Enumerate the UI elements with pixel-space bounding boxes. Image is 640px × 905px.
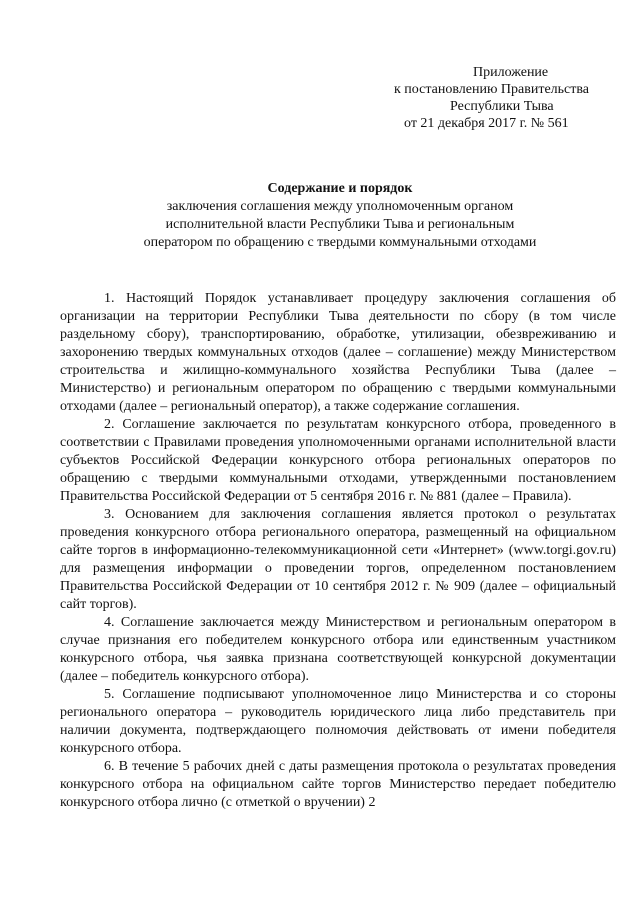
title-line-2: исполнительной власти Республики Тыва и региональным bbox=[165, 217, 515, 232]
appendix-line-1: Приложение bbox=[473, 65, 549, 80]
paragraph-5: 5. Соглашение подписывают уполномоченное лицо Министерства и со стороны регионального оператора – руководитель юридического лица либо представитель при наличии документа, подтверждающего полномочия действовать от имени победителя конкурсного отбора. bbox=[60, 687, 616, 756]
document-title bbox=[60, 180, 620, 252]
title-heading: Содержание и порядок bbox=[267, 181, 413, 196]
appendix-header bbox=[380, 64, 620, 132]
paragraph-4: 4. Соглашение заключается между Министерством и региональным оператором в случае признания его победителем конкурсного отбора или единственным участником конкурсного отбора, чья заявка признана соответствующей конкурсной документации (далее – победитель конкурсного отбора). bbox=[60, 615, 616, 684]
title-line-1: заключения соглашения между уполномоченным органом bbox=[166, 199, 514, 214]
appendix-line-4: от 21 декабря 2017 г. № 561 bbox=[404, 116, 569, 131]
appendix-line-2: к постановлению Правительства bbox=[394, 82, 590, 97]
appendix-line-3: Республики Тыва bbox=[450, 99, 554, 114]
document-body bbox=[60, 290, 616, 812]
title-line-3: оператором по обращению с твердыми коммунальными отходами bbox=[143, 235, 537, 250]
paragraph-1: 1. Настоящий Порядок устанавливает процедуру заключения соглашения об организации на территории Республики Тыва деятельности по сбору (в том числе раздельному сбору), транспортированию, обработке, утилизации, обезвреживанию и захоронению твердых коммунальных отходов (далее – соглашение) между Министерством строительства и жилищно-коммунального хозяйства Республики Тыва (далее – Министерство) и региональным оператором по обращению с твердыми коммунальными отходами (далее – региональный оператор), а также содержание соглашения. bbox=[60, 291, 616, 414]
paragraph-2: 2. Соглашение заключается по результатам конкурсного отбора, проведенного в соответствии с Правилами проведения уполномоченными органами исполнительной власти субъектов Российской Федерации конкурсного отбора региональных операторов по обращению с твердыми коммунальными отходами, утвержденными постановлением Правительства Российской Федерации от 5 сентября 2016 г. № 881 (далее – Правила). bbox=[60, 417, 616, 504]
paragraph-3: 3. Основанием для заключения соглашения является протокол о результатах проведения конкурсного отбора регионального оператора, размещенный на официальном сайте торгов в информационно-телекоммуникационной сети «Интернет» (www.torgi.gov.ru) для размещения информации о проведении торгов, определенном постановлением Правительства Российской Федерации от 10 сентября 2012 г. № 909 (далее – официальный сайт торгов). bbox=[60, 507, 616, 612]
paragraph-6: 6. В течение 5 рабочих дней с даты размещения протокола о результатах проведения конкурсного отбора на официальном сайте торгов Министерство передает победителю конкурсного отбора лично (с отметкой о вручении) 2 bbox=[60, 759, 616, 810]
